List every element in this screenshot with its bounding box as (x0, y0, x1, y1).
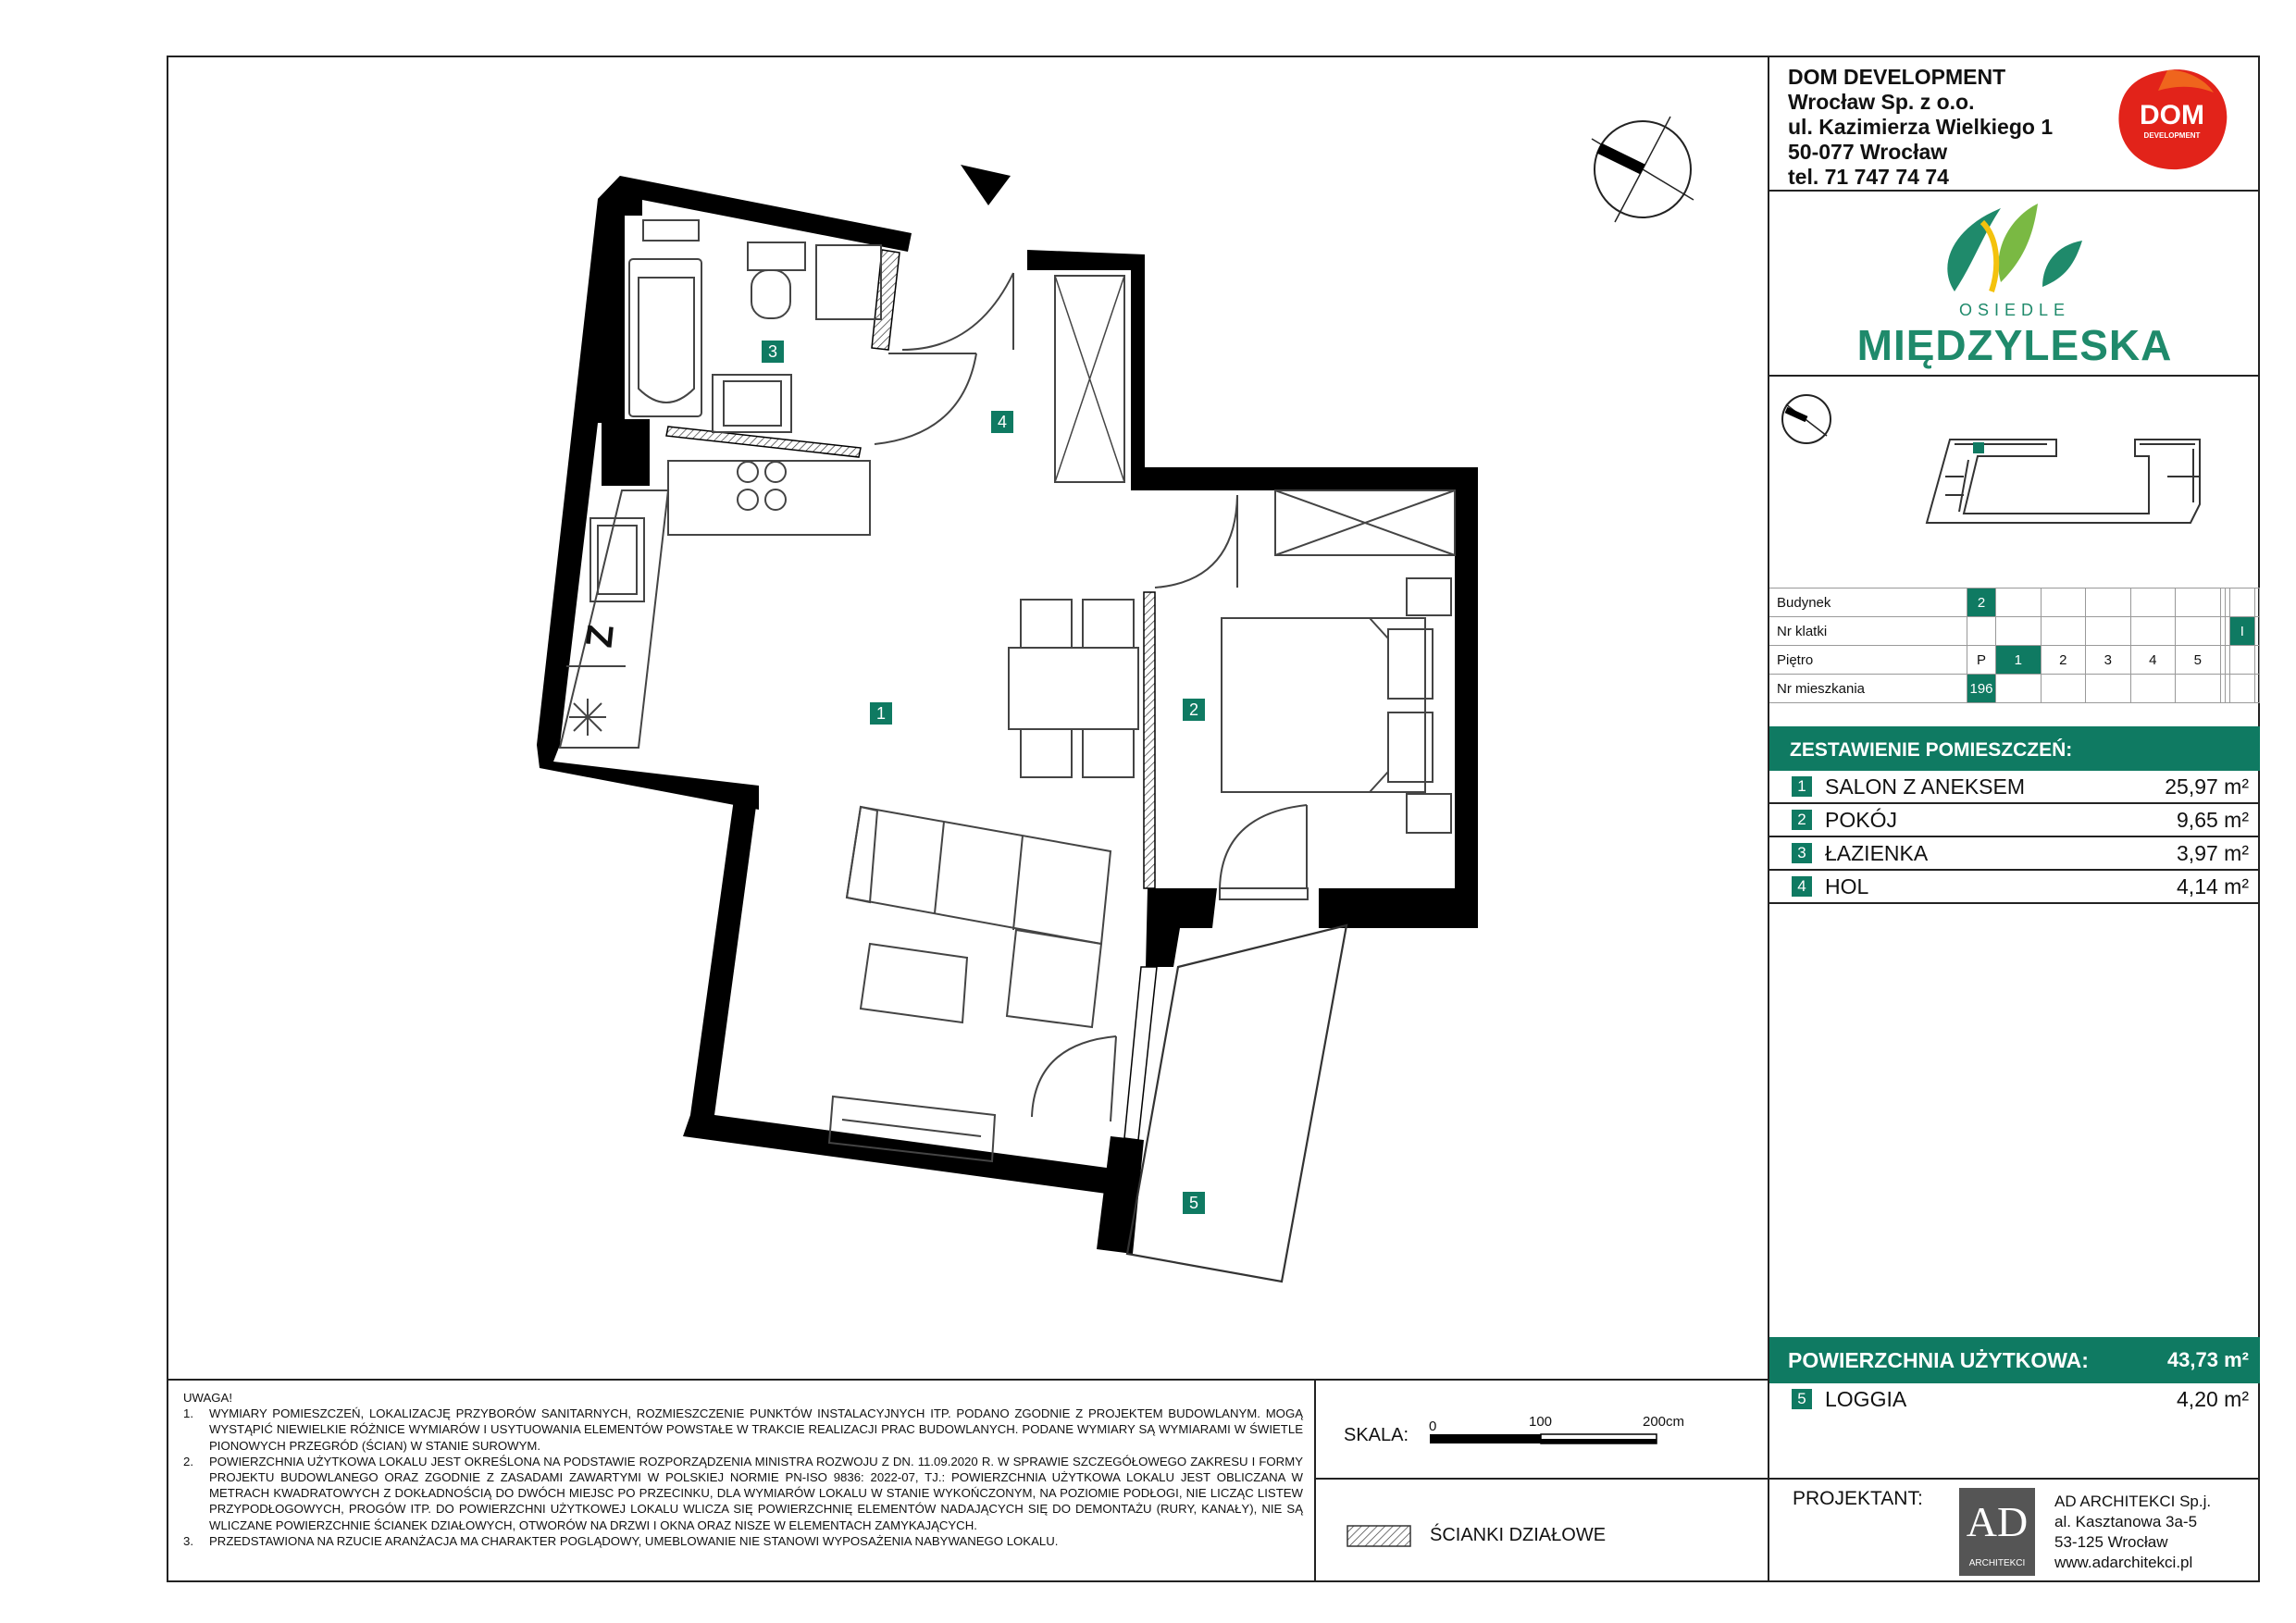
mieszkanie-value: 196 (1967, 675, 1996, 703)
panel-divider-2 (1769, 375, 2260, 377)
info-row-pietro: Piętro P 1 2 3 4 5 (1769, 646, 2260, 675)
scale-label: SKALA: (1344, 1425, 1409, 1445)
scale-tick-200: 200cm (1643, 1414, 1685, 1430)
unit-info-table (1769, 588, 2260, 703)
estate-line2: MIĘDZYLESKA (1856, 321, 2173, 369)
room-label-1: 1 (870, 702, 892, 725)
company-block (1788, 65, 2053, 190)
info-row-mieszkanie: Nr mieszkania 196 (1769, 675, 2260, 703)
key-plan (1779, 384, 2251, 578)
notes-title: UWAGA! (183, 1391, 232, 1405)
budynek-value: 2 (1967, 588, 1996, 617)
company-line2: Wrocław Sp. z o.o. (1788, 90, 1975, 114)
company-phone: tel. 71 747 74 74 (1788, 165, 1949, 189)
dom-logo-text: DOM (2140, 100, 2204, 130)
company-address: ul. Kazimierza Wielkiego 1 (1788, 115, 2054, 139)
company-name: DOM DEVELOPMENT (1788, 65, 2006, 89)
kitchen (560, 461, 870, 748)
kitchen-z-label: Z (578, 622, 622, 650)
estate-line1: OSIEDLE (1958, 301, 2071, 319)
living-furniture (829, 807, 1111, 1161)
info-row-budynek: Budynek 2 (1769, 588, 2260, 617)
partition-walls (666, 250, 1157, 1140)
room-label-4: 4 (991, 411, 1013, 433)
scale-tick-0: 0 (1429, 1419, 1437, 1434)
projektant-label: PROJEKTANT: (1793, 1488, 1923, 1509)
note-1: 1. WYMIARY POMIESZCZEŃ, LOKALIZACJĘ PRZYBORÓW SANITARNYCH, ROZMIESZCZENIE PUNKTÓW INSTALACYJNYCH ITP. PODANO ZGODNIE Z PROJEKTEM BUDOWLANYM. MOGĄ WYSTĄPIĆ NIEWIELKIE RÓŻNICE WYMIARÓW I USYTUOWANIA ELEMENTÓW POWSTAŁE W TRAKCIE REALIZACJI PRAC BUDOWLANYCH. PODANE WYMIARY SĄ WYMIARAMI W ŚWIETLE PIONOWYCH PRZEGRÓD (ŚCIAN) W STANIE SUROWYM. (183, 1406, 1303, 1453)
note-2: 2. POWIERZCHNIA UŻYTKOWA LOKALU JEST OKREŚLONA NA PODSTAWIE ROZPORZĄDZENIA MINISTRA ROZWOJU Z DN. 11.09.2020 R. W SPRAWIE SZCZEGÓŁOWEGO ZAKRESU I FORMY PROJEKTU BUDOWLANEGO ORAZ ZGODNIE Z ZASADAMI ZAWARTYMI W POLSKIEJ NORMIE PN-ISO 9836: 2022-07, TJ.: POWIERZCHNIA UŻYTKOWA LOKALU JEST OBLICZANA W METRACH KWADRATOWYCH Z DOKŁADNOŚCIĄ DO DWÓCH MIEJSC PO PRZECINKU, DLA WYMIARÓW LOKALU W STANIE WYKOŃCZONYM, NA POZIOMIE PODŁOGI, NIE LICZĄC LISTEW PRZYPODŁOGOWYCH, PROGÓW ITP. DO POWIERZCHNI UŻYTKOWEJ LOKALU WLICZA SIĘ POWIERZCHNIĘ ELEMENTÓW NADAJĄCYCH SIĘ DO DEMONTAŻU (RURY, KANAŁY), NIE SĄ WLICZANE POWIERZCHNIE ŚCIANEK DZIAŁOWYCH, OTWORÓW NA DRZWI I OKNA ORAZ NISZE W ELEMENTACH ZAMYKAJĄCYCH. (183, 1454, 1303, 1532)
ad-logo-text: AD (1966, 1498, 2029, 1545)
legend-label: ŚCIANKI DZIAŁOWE (1430, 1525, 1607, 1545)
compass-icon (1592, 117, 1694, 222)
estate-leaf-icon (1936, 199, 2084, 296)
dom-logo (2112, 65, 2232, 176)
scale-bar (1430, 1432, 1675, 1445)
usable-area-bar (1769, 1337, 2260, 1383)
info-row-klatka: Nr klatki I (1769, 617, 2260, 646)
room-label-3: 3 (762, 341, 784, 363)
notes-divider (167, 1379, 1768, 1381)
room-row-3: 3 ŁAZIENKA 3,97 m² (1769, 837, 2260, 871)
loggia-outline (1127, 925, 1347, 1282)
room-label-5: 5 (1183, 1192, 1205, 1214)
usable-area-value: 43,73 m² (2166, 1348, 2249, 1371)
entrance-arrow (961, 165, 1011, 205)
notes-block (183, 1390, 1303, 1549)
dom-logo-subtext: DEVELOPMENT (2143, 131, 2201, 140)
bedroom-furniture (1222, 490, 1455, 833)
legend-hatch-swatch (1347, 1525, 1411, 1547)
loggia-row: 5 LOGGIA 4,20 m² (1769, 1383, 2260, 1417)
scale-tick-100: 100 (1529, 1414, 1553, 1430)
projektant-web: www.adarchitekci.pl (2054, 1554, 2193, 1571)
projektant-name: AD ARCHITEKCI Sp.j. (2054, 1493, 2212, 1510)
projektant-street: al. Kasztanowa 3a-5 (2054, 1513, 2198, 1530)
ad-logo (1959, 1488, 2035, 1576)
projektant-address (2054, 1492, 2211, 1573)
info-panel (1768, 56, 2260, 1582)
note-3: 3. PRZEDSTAWIONA NA RZUCIE ARANŻACJA MA CHARAKTER POGLĄDOWY, UMEBLOWANIE NIE STANOWI WYPOSAŻENIA NABYWANEGO LOKALU. (183, 1533, 1059, 1548)
ad-logo-subtext: ARCHITEKCI (1968, 1558, 2026, 1568)
notes-vertical-divider (1314, 1379, 1316, 1582)
exterior-walls (537, 176, 1478, 1254)
room-label-2: 2 (1183, 699, 1205, 721)
scale-legend-divider (1314, 1478, 1768, 1480)
panel-divider-1 (1769, 190, 2260, 192)
rooms-header: ZESTAWIENIE POMIESZCZEŃ: (1769, 726, 2260, 771)
company-city: 50-077 Wrocław (1788, 140, 1948, 164)
room-row-1: 1 SALON Z ANEKSEM 25,97 m² (1769, 771, 2260, 804)
room-row-4: 4 HOL 4,14 m² (1769, 871, 2260, 904)
doors (875, 273, 1308, 1121)
floor-plan (167, 56, 1768, 1379)
klatka-value: I (2229, 617, 2254, 646)
room-row-2: 2 POKÓJ 9,65 m² (1769, 804, 2260, 837)
panel-divider-3 (1769, 1478, 2260, 1480)
usable-area-label: POWIERZCHNIA UŻYTKOWA: (1788, 1348, 2089, 1372)
hall-window (1055, 276, 1124, 482)
dining-set (1009, 600, 1138, 777)
bathroom-fixtures (629, 220, 881, 432)
projektant-city: 53-125 Wrocław (2054, 1533, 2168, 1551)
